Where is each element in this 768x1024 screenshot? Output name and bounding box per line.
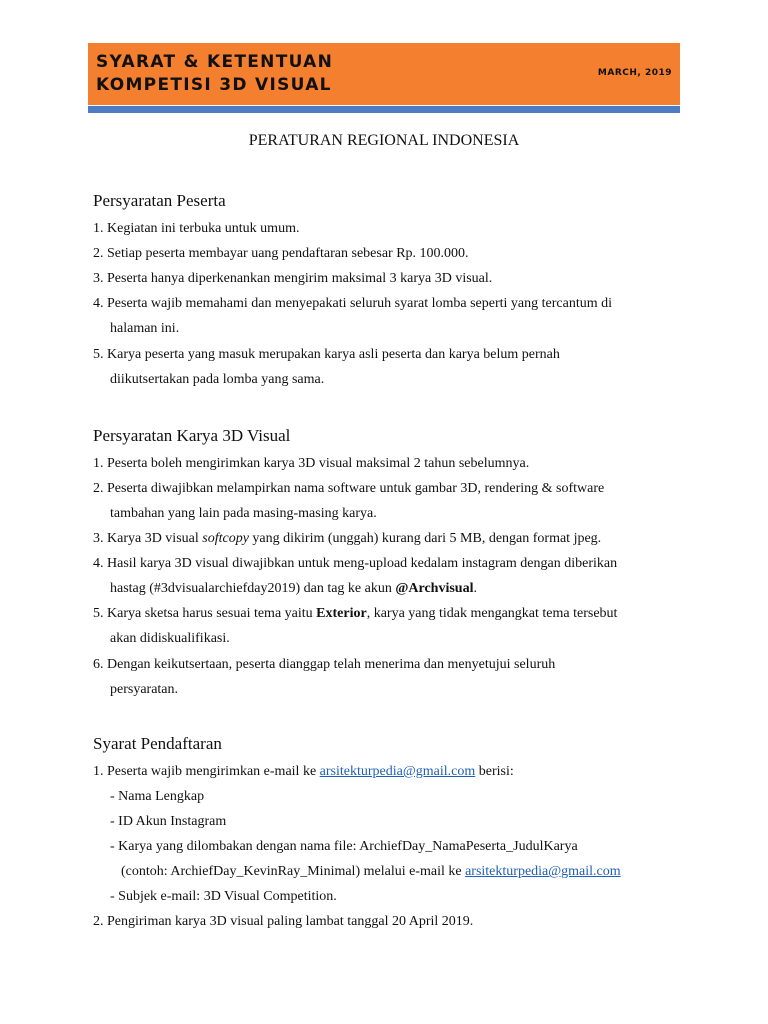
header-title-line-2: KOMPETISI 3D VISUAL (96, 75, 332, 95)
section-heading-karya: Persyaratan Karya 3D Visual (93, 426, 291, 445)
list-item-continuation: tambahan yang lain pada masing-masing karya. (110, 506, 377, 521)
list-item: 2. Setiap peserta membayar uang pendaftaran sebesar Rp. 100.000. (93, 246, 469, 261)
emphasis-softcopy: softcopy (202, 531, 249, 546)
header-date: MARCH, 2019 (597, 68, 672, 78)
sub-item: - Nama Lengkap (110, 789, 205, 804)
list-item-continuation: halaman ini. (110, 321, 180, 336)
list-item: 1. Peserta boleh mengirimkan karya 3D visual maksimal 2 tahun sebelumnya. (93, 456, 530, 471)
text-run: (contoh: ArchiefDay_KevinRay_Minimal) melalui e-mail ke (121, 864, 466, 879)
sub-item: - Subjek e-mail: 3D Visual Competition. (110, 889, 337, 904)
sub-item-continuation (121, 863, 621, 881)
text-run: , karya yang tidak mengangkat tema tersebut (366, 606, 618, 621)
email-link[interactable]: arsitekturpedia@gmail.com (465, 864, 621, 879)
text-run: 5. Karya sketsa harus sesuai tema yaitu (93, 606, 317, 621)
list-item (93, 605, 617, 623)
list-item: 2. Pengiriman karya 3D visual paling lambat tanggal 20 April 2019. (93, 914, 474, 929)
header-banner (88, 43, 680, 105)
sub-item: - ID Akun Instagram (110, 814, 227, 829)
list-item (93, 763, 514, 781)
list-item: 5. Karya peserta yang masuk merupakan karya asli peserta dan karya belum pernah (93, 347, 560, 362)
text-run: 1. Peserta wajib mengirimkan e-mail ke (93, 764, 320, 779)
sub-item: - Karya yang dilombakan dengan nama file: ArchiefDay_NamaPeserta_JudulKarya (110, 839, 578, 854)
text-run: . (473, 581, 477, 596)
instagram-account: @Archvisual (395, 581, 474, 596)
document-title: PERATURAN REGIONAL INDONESIA (248, 132, 520, 149)
text-run: 3. Karya 3D visual (93, 531, 203, 546)
list-item: 1. Kegiatan ini terbuka untuk umum. (93, 221, 300, 236)
header-title-line-1: SYARAT & KETENTUAN (96, 52, 334, 72)
list-item-continuation: persyaratan. (110, 682, 179, 697)
header-title (96, 51, 333, 97)
list-item: 4. Peserta wajib memahami dan menyepakati seluruh syarat lomba seperti yang tercantum di (93, 296, 612, 311)
list-item-continuation: diikutsertakan pada lomba yang sama. (110, 372, 325, 387)
list-item (93, 530, 601, 548)
section-heading-pendaftaran: Syarat Pendaftaran (93, 734, 222, 753)
list-item: 3. Peserta hanya diperkenankan mengirim maksimal 3 karya 3D visual. (93, 271, 493, 286)
list-item: 2. Peserta diwajibkan melampirkan nama software untuk gambar 3D, rendering & software (93, 481, 605, 496)
list-item: 6. Dengan keikutsertaan, peserta dianggap telah menerima dan menyetujui seluruh (93, 657, 556, 672)
list-item: 4. Hasil karya 3D visual diwajibkan untuk meng-upload kedalam instagram dengan diberikan (93, 556, 618, 571)
text-run: hastag (#3dvisualarchiefday2019) dan tag ke akun (110, 581, 396, 596)
section-heading-peserta: Persyaratan Peserta (93, 191, 226, 210)
theme-exterior: Exterior (316, 606, 367, 621)
email-link[interactable]: arsitekturpedia@gmail.com (319, 764, 476, 779)
list-item-continuation (110, 580, 477, 598)
header-stripe (88, 106, 680, 113)
text-run: yang dikirim (unggah) kurang dari 5 MB, dengan format jpeg. (248, 531, 602, 546)
text-run: berisi: (475, 764, 514, 779)
list-item-continuation: akan didiskualifikasi. (110, 631, 230, 646)
